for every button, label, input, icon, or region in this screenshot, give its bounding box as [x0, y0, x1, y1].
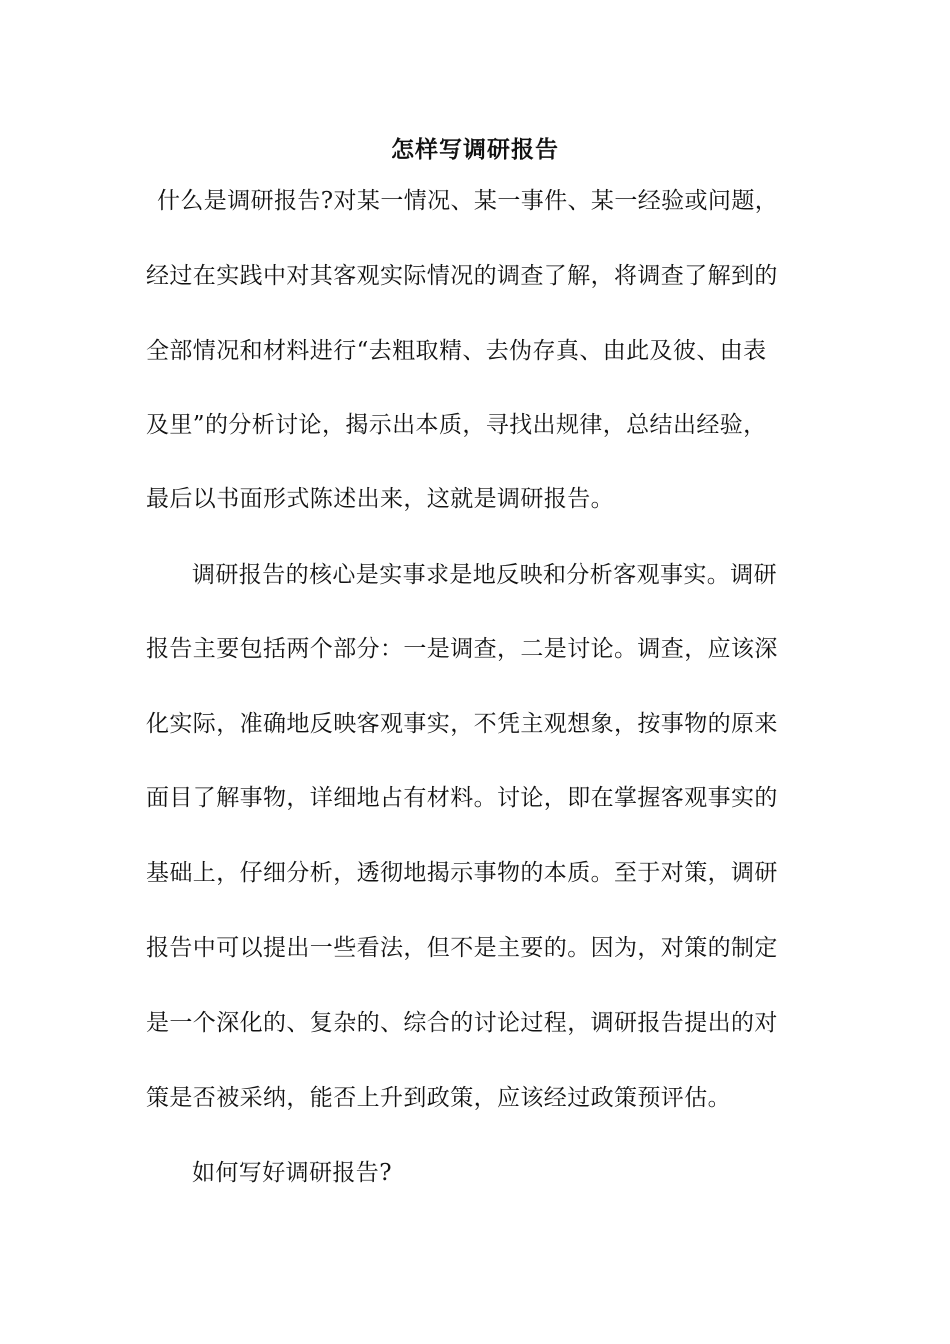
paragraph-line: 调研报告的核心是实事求是地反映和分析客观事实。调研: [192, 562, 777, 588]
paragraph-line: 报告主要包括两个部分：一是调查，二是讨论。调查，应该深: [146, 636, 778, 662]
paragraph-line: 基础上，仔细分析，透彻地揭示事物的本质。至于对策，调研: [146, 860, 778, 886]
paragraph-line: 什么是调研报告?对某一情况、某一事件、某一经验或问题，: [157, 188, 779, 214]
paragraph-line: 策是否被采纳，能否上升到政策，应该经过政策预评估。: [146, 1085, 731, 1111]
paragraph-line: 面目了解事物，详细地占有材料。讨论，即在掌握客观事实的: [146, 785, 778, 811]
paragraph-line: 报告中可以提出一些看法，但不是主要的。因为，对策的制定: [146, 935, 778, 961]
paragraph-line: 化实际，准确地反映客观事实，不凭主观想象，按事物的原来: [146, 711, 778, 737]
document-title: 怎样写调研报告: [391, 136, 559, 163]
paragraph-line: 最后以书面形式陈述出来，这就是调研报告。: [146, 486, 614, 512]
paragraph-line: 经过在实践中对其客观实际情况的调查了解，将调查了解到的: [146, 263, 778, 289]
paragraph-line: 如何写好调研报告?: [192, 1160, 392, 1186]
paragraph-line: 及里”的分析讨论，揭示出本质，寻找出规律，总结出经验，: [146, 412, 767, 438]
paragraph-line: 是一个深化的、复杂的、综合的讨论过程，调研报告提出的对: [146, 1010, 778, 1036]
paragraph-line: 全部情况和材料进行“去粗取精、去伪存真、由此及彼、由表: [146, 338, 767, 364]
